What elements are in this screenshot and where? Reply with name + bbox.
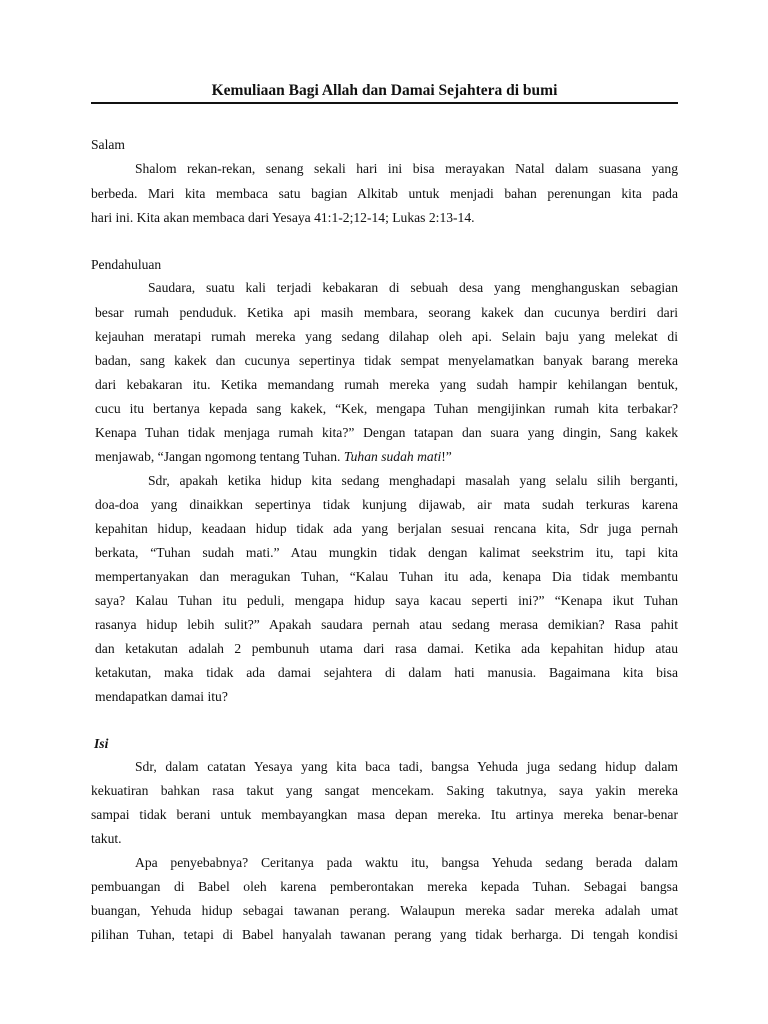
paragraph-line: Saudara, suatu kali terjadi kebakaran di sebuah desa yang menghanguskan sebagian — [148, 280, 678, 295]
paragraph-line: takut. — [91, 831, 122, 846]
paragraph-line: ketakutan, maka tidak ada damai sejahtera di dalam hati manusia. Bagaimana kita bisa — [95, 665, 678, 680]
paragraph-line: Apa penyebabnya? Ceritanya pada waktu itu, bangsa Yehuda sedang berada dalam — [135, 855, 678, 870]
line-text: menjawab, “Jangan ngomong tentang Tuhan. — [95, 449, 344, 464]
paragraph-line: kekuatiran bahkan rasa takut yang sangat mencekam. Saking takutnya, saya yakin mereka — [91, 783, 678, 798]
paragraph-line: rasanya hidup lebih sulit?” Apakah saudara pernah atau sedang merasa demikian? Rasa pahit — [95, 617, 678, 632]
paragraph-line: kepahitan hidup, keadaan hidup tidak ada yang berjalan sesuai rencana kita, Sdr juga pernah — [95, 521, 678, 536]
paragraph-line: cucu itu bertanya kepada sang kakek, “Kek, mengapa Tuhan mengijinkan rumah kita terbakar? — [95, 401, 678, 416]
paragraph-line: Shalom rekan-rekan, senang sekali hari ini bisa merayakan Natal dalam suasana yang — [135, 161, 678, 176]
paragraph-line: Sdr, apakah ketika hidup kita sedang menghadapi masalah yang selalu silih berganti, — [148, 473, 678, 488]
paragraph-line: kejauhan meratapi rumah mereka yang sedang dilahap oleh api. Selain baju yang melekat di — [95, 329, 678, 344]
section-heading-isi: Isi — [94, 736, 109, 751]
paragraph-line: besar rumah penduduk. Ketika api masih membara, seorang kakek dan cucunya berdiri dari — [95, 305, 678, 320]
paragraph-line: berkata, “Tuhan sudah mati.” Atau mungkin tidak dengan kalimat seekstrim itu, tapi kita — [95, 545, 678, 560]
paragraph-line: mempertanyakan dan meragukan Tuhan, “Kalau Tuhan itu ada, kenapa Dia tidak membantu — [95, 569, 678, 584]
title-underline — [91, 102, 678, 104]
paragraph-line: hari ini. Kita akan membaca dari Yesaya 41:1-2;12-14; Lukas 2:13-14. — [91, 210, 475, 225]
section-heading-pendahuluan: Pendahuluan — [91, 257, 162, 272]
paragraph-line: pilihan Tuhan, tetapi di Babel hanyalah tawanan perang yang tidak berharga. Di tengah kondisi — [91, 927, 678, 942]
paragraph-line: saya? Kalau Tuhan itu peduli, mengapa hidup saya kacau seperti ini?” “Kenapa ikut Tuhan — [95, 593, 678, 608]
document-title: Kemuliaan Bagi Allah dan Damai Sejahtera di bumi — [211, 82, 558, 99]
paragraph-line — [95, 447, 678, 467]
line-text: !” — [441, 449, 452, 464]
paragraph-line: berbeda. Mari kita membaca satu bagian Alkitab untuk menjadi bahan perenungan kita pada — [91, 186, 678, 201]
paragraph-line: doa-doa yang dinaikkan sepertinya tidak kunjung dijawab, air mata sudah terkuras karena — [95, 497, 678, 512]
paragraph-line: badan, sang kakek dan cucunya sepertinya tidak sempat menyelamatkan banyak barang mereka — [95, 353, 678, 368]
paragraph-line: buangan, Yehuda hidup sebagai tawanan perang. Walaupun mereka sadar mereka adalah umat — [91, 903, 678, 918]
paragraph-line: dari kebakaran itu. Ketika memandang rumah mereka yang sudah hampir kehilangan bentuk, — [95, 377, 678, 392]
paragraph-line: mendapatkan damai itu? — [95, 689, 228, 704]
section-heading-salam: Salam — [91, 137, 125, 152]
italic-phrase: Tuhan sudah mati — [343, 449, 442, 464]
paragraph-line: Sdr, dalam catatan Yesaya yang kita baca tadi, bangsa Yehuda juga sedang hidup dalam — [135, 759, 678, 774]
paragraph-line: Kenapa Tuhan tidak menjaga rumah kita?” Dengan tatapan dan suara yang dingin, Sang kakek — [95, 425, 678, 440]
paragraph-line: pembuangan di Babel oleh karena pemberontakan mereka kepada Tuhan. Sebagai bangsa — [91, 879, 678, 894]
paragraph-line: dan ketakutan adalah 2 pembunuh utama dari rasa damai. Ketika ada kepahitan hidup atau — [95, 641, 678, 656]
paragraph-line: sampai tidak berani untuk membayangkan masa depan mereka. Itu artinya mereka benar-benar — [91, 807, 678, 822]
